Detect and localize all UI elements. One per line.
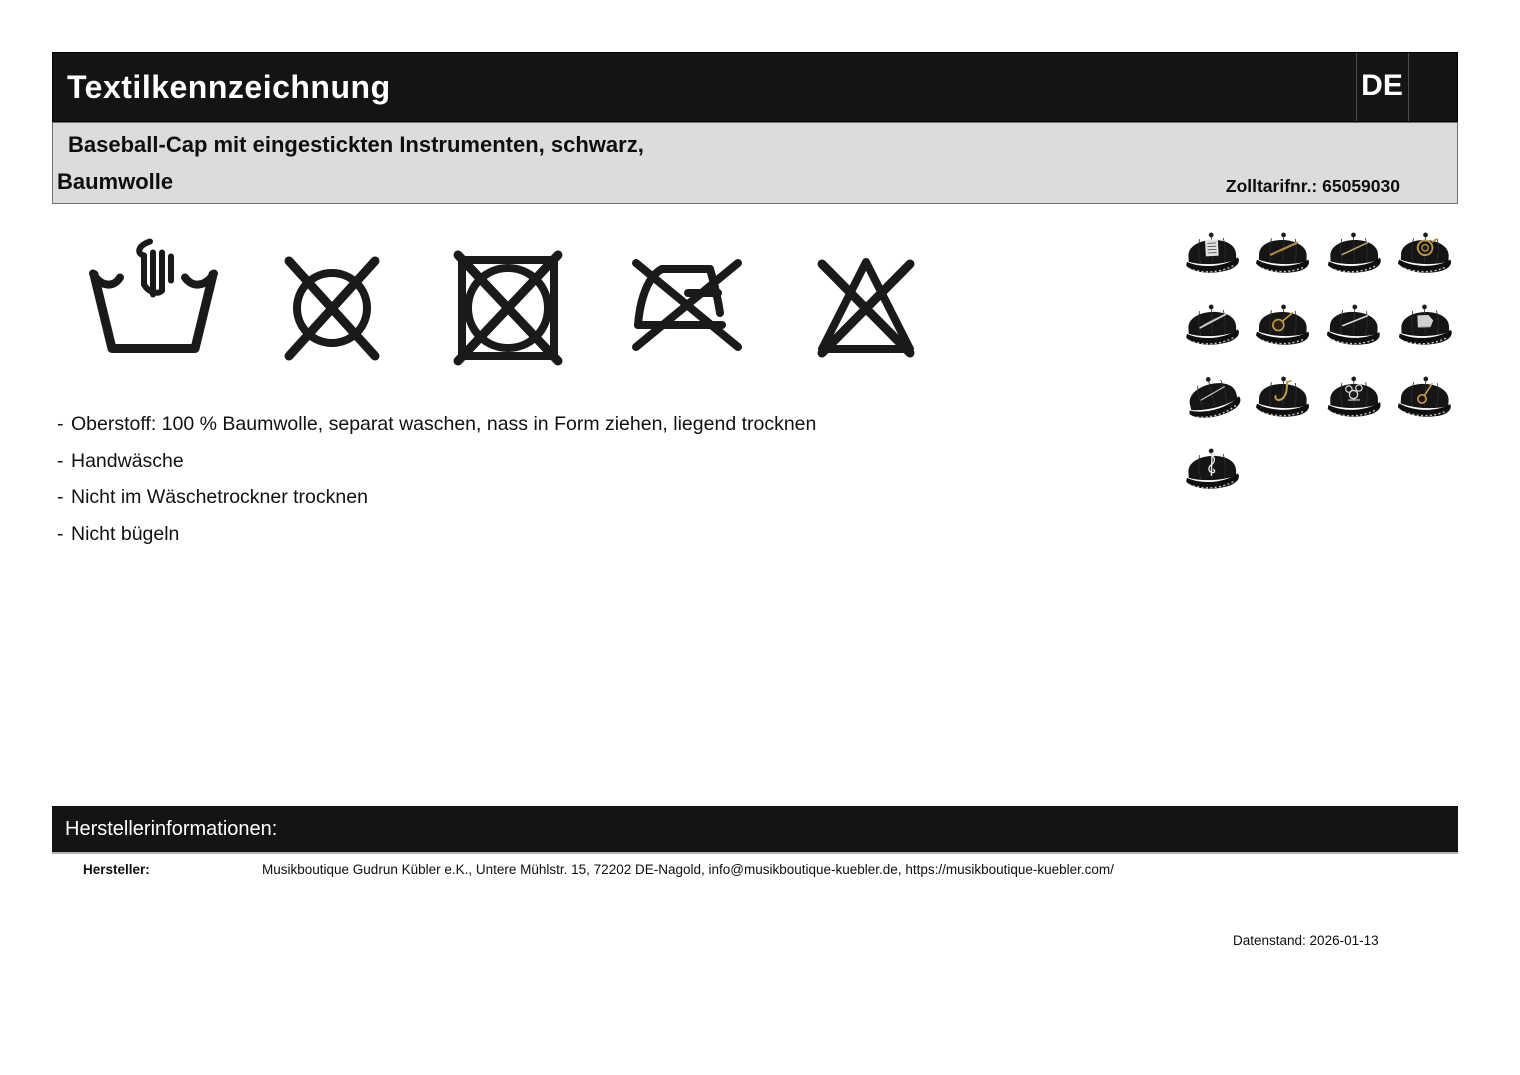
care-notes-list: [57, 411, 816, 548]
bullet: -: [57, 486, 64, 508]
data-date: Datenstand: 2026-01-13: [1233, 933, 1379, 948]
cap-treble-clef: [1176, 430, 1247, 502]
bullet: -: [57, 522, 64, 545]
cap-saxophone-gold: [1247, 358, 1318, 430]
manufacturer-label: Hersteller:: [83, 862, 150, 877]
care-note-text: Nicht bügeln: [71, 522, 180, 545]
bullet: -: [57, 413, 64, 435]
do-not-bleach-icon: [810, 252, 922, 364]
product-name-line1: Baseball-Cap mit eingestickten Instrumenten, schwarz,: [68, 132, 644, 157]
do-not-tumble-dry-icon: [453, 249, 563, 367]
divider: [1408, 53, 1409, 121]
cap-piccolo-silver: [1176, 358, 1247, 430]
tariff-number: Zolltarifnr.: 65059030: [1225, 176, 1400, 196]
cap-guitar-gold: [1247, 286, 1318, 358]
manufacturer-value: Musikboutique Gudrun Kübler e.K., Untere Mühlstr. 15, 72202 DE-Nagold, info@musikboutique-kuebler.de, https://musikboutique-kuebler.com/: [262, 862, 1114, 877]
manufacturer-bar-title: Herstellerinformationen:: [65, 818, 278, 840]
do-not-iron-icon: [630, 258, 744, 352]
cap-drum-kit: [1318, 358, 1389, 430]
cap-violin-gold: [1389, 358, 1460, 430]
cap-trombone-silver: [1176, 286, 1247, 358]
title-bar: [52, 52, 1458, 122]
product-image: [1176, 214, 1460, 502]
product-bar: [52, 122, 1458, 204]
list-item: [57, 448, 816, 475]
product-name-line2: Baumwolle: [57, 169, 174, 194]
cap-grand-piano: [1389, 286, 1460, 358]
do-not-dry-clean-icon: [281, 251, 383, 363]
care-note-text: Oberstoff: 100 % Baumwolle, separat waschen, nass in Form ziehen, liegend trocknen: [71, 413, 817, 435]
bullet: -: [57, 449, 64, 472]
cap-french-horn: [1389, 214, 1460, 286]
list-item: [57, 484, 816, 511]
care-note-text: Handwäsche: [71, 449, 184, 472]
page-title: Textilkennzeichnung: [67, 69, 391, 105]
language-badge: DE: [1361, 69, 1403, 102]
list-item: [57, 411, 816, 438]
manufacturer-bar: [52, 806, 1458, 852]
cap-clarinet-silver: [1318, 286, 1389, 358]
list-item: [57, 521, 816, 548]
cap-sheet-music: [1176, 214, 1247, 286]
hand-wash-icon: [87, 236, 219, 355]
cap-flute-gold: [1247, 214, 1318, 286]
care-note-text: Nicht im Wäschetrockner trocknen: [71, 486, 368, 508]
cap-oboe-gold: [1318, 214, 1389, 286]
